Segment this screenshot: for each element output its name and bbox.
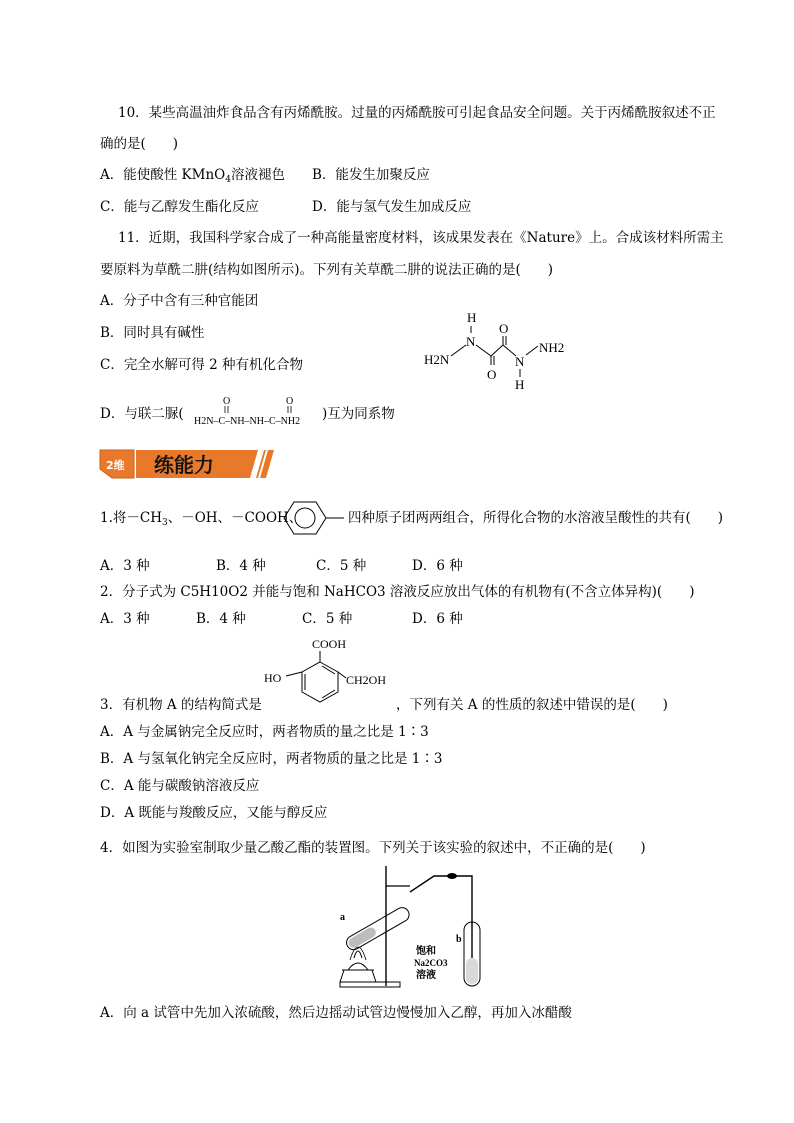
q10-option-d: D．能与氢气发生加成反应 <box>312 199 472 215</box>
struct-h-bottom: H <box>515 377 525 392</box>
q1-stem <box>100 509 302 532</box>
q2-option-a: A．3 种 <box>100 611 150 627</box>
q10-stem-line1: 10．某些高温油炸食品含有丙烯酰胺。过量的丙烯酰胺可引起食品安全问题。关于丙烯酰胺叙述不正 <box>118 105 716 121</box>
phenyl-hexagon <box>284 502 326 534</box>
tripod-leg-1 <box>340 970 344 982</box>
q4-option-a: A．向 a 试管中先加入浓硫酸，然后边摇动试管边慢慢加入乙醇，再加入冰醋酸 <box>100 1005 572 1021</box>
q4-stem: 4．如图为实验室制取少量乙酸乙酯的装置图。下列关于该实验的叙述中，不正确的是( ) <box>100 840 646 856</box>
q10-option-a <box>100 166 285 189</box>
q11-option-d-pre: D．与联二脲( <box>100 406 184 422</box>
q1-stem-tail: 四种原子团两两组合，所得化合物的水溶液呈酸性的共有( ) <box>348 510 724 526</box>
q1-stem-sub: 3 <box>161 518 168 528</box>
q1-option-b: B．4 种 <box>216 558 266 574</box>
banner-badge: 2维 <box>106 459 125 472</box>
bond-c1-c2 <box>491 345 503 356</box>
q11-option-c: C．完全水解可得 2 种有机化合物 <box>100 357 304 373</box>
q11-option-d <box>100 405 184 423</box>
q1-option-d: D．6 种 <box>412 558 463 574</box>
q1-option-c: C．5 种 <box>316 558 367 574</box>
q10-stem-line2: 确的是( ) <box>100 136 179 152</box>
label-a: a <box>340 912 345 923</box>
biurea-o1: O <box>223 396 231 407</box>
q2-stem: 2．分子式为 C5H10O2 并能与饱和 NaHCO3 溶液反应放出气体的有机物有(不含立体异构)( ) <box>100 584 695 600</box>
q11-option-b: B．同时具有碱性 <box>100 325 205 341</box>
bond-ring-ho <box>286 672 302 676</box>
struct-o-top: O <box>499 321 509 336</box>
ethyl-acetate-apparatus <box>334 862 494 992</box>
section-banner <box>98 447 278 481</box>
compound-a-structure <box>262 634 398 714</box>
bond-h2n-n <box>451 345 466 356</box>
q2-option-b: B．4 种 <box>196 611 246 627</box>
q10-option-a-text: A．能使酸性 KMnO <box>100 167 226 183</box>
flame-outer <box>350 947 366 960</box>
tube-b-liquid <box>466 958 478 984</box>
oxalyl-dihydrazide-structure <box>418 303 588 395</box>
banner-title: 练能力 <box>154 453 214 477</box>
q10-option-c: C．能与乙醇发生酯化反应 <box>100 199 259 215</box>
q10-option-b: B．能发生加聚反应 <box>312 167 430 183</box>
flame-icon <box>354 951 362 958</box>
bond-ring-ch2oh <box>338 672 346 678</box>
struct-ch2oh: CH2OH <box>346 673 387 687</box>
bond-n-nh2 <box>526 346 538 355</box>
struct-n-bottom: N <box>515 354 525 369</box>
tripod-leg-2 <box>372 970 376 982</box>
q3-stem-pre: 3．有机物 A 的结构简式是 <box>100 697 262 713</box>
q10-option-a-text2: 溶液褪色 <box>230 167 285 183</box>
q3-stem-post: ，下列有关 A 的性质的叙述中错误的是( ) <box>396 697 668 713</box>
q3-option-a: A．A 与金属钠完全反应时，两者物质的量之比是 1∶3 <box>100 724 429 740</box>
q1-option-a: A．3 种 <box>100 558 150 574</box>
benzene-ring <box>302 662 338 702</box>
biurea-o2: O <box>286 396 294 407</box>
q1-stem-pre: 1.将－CH <box>100 510 162 526</box>
label-b: b <box>456 934 462 945</box>
label-solution: 溶液 <box>416 970 436 981</box>
rubber-joint <box>447 873 457 879</box>
q1-stem-post: 、－OH、－COOH、 <box>167 510 303 526</box>
q3-option-c: C．A 能与碳酸钠溶液反应 <box>100 778 260 794</box>
q10-option-a-sub: 4 <box>225 175 231 185</box>
struct-h2n-left: H2N <box>424 352 450 367</box>
q3-option-b: B．A 与氢氧化钠完全反应时，两者物质的量之比是 1∶3 <box>100 751 443 767</box>
phenyl-circle <box>295 508 315 528</box>
q11-stem-line2: 要原料为草酰二肼(结构如图所示)。下列有关草酰二肼的说法正确的是( ) <box>100 262 554 278</box>
struct-nh2-right: NH2 <box>539 340 565 355</box>
alcohol-lamp-icon <box>348 963 368 970</box>
label-saturated: 饱和 <box>416 946 436 957</box>
struct-o-bottom: O <box>487 367 497 382</box>
test-tube-a <box>344 905 412 952</box>
q2-option-c: C．5 种 <box>302 611 353 627</box>
struct-h-top: H <box>467 310 477 325</box>
q2-option-d: D．6 种 <box>412 611 463 627</box>
biurea-structure <box>190 393 324 429</box>
q11-option-d-post: )互为同系物 <box>322 406 395 422</box>
struct-n-top: N <box>466 334 476 349</box>
banner-graphic <box>98 447 278 481</box>
phenyl-ring-icon <box>280 498 348 538</box>
label-na2co3: Na2CO3 <box>414 958 448 968</box>
q3-option-d: D．A 既能与羧酸反应，又能与醇反应 <box>100 805 328 821</box>
q11-option-a: A．分子中含有三种官能团 <box>100 293 259 309</box>
q11-stem-line1: 11．近期，我国科学家合成了一种高能量密度材料，该成果发表在《Nature》上。合成该材料所需主 <box>118 230 724 246</box>
stand-base <box>340 982 400 987</box>
struct-cooh: COOH <box>312 637 347 651</box>
biurea-formula: H2N–C–NH–NH–C–NH2 <box>194 416 301 427</box>
bond-n-c1 <box>476 345 491 356</box>
struct-ho: HO <box>264 671 282 685</box>
